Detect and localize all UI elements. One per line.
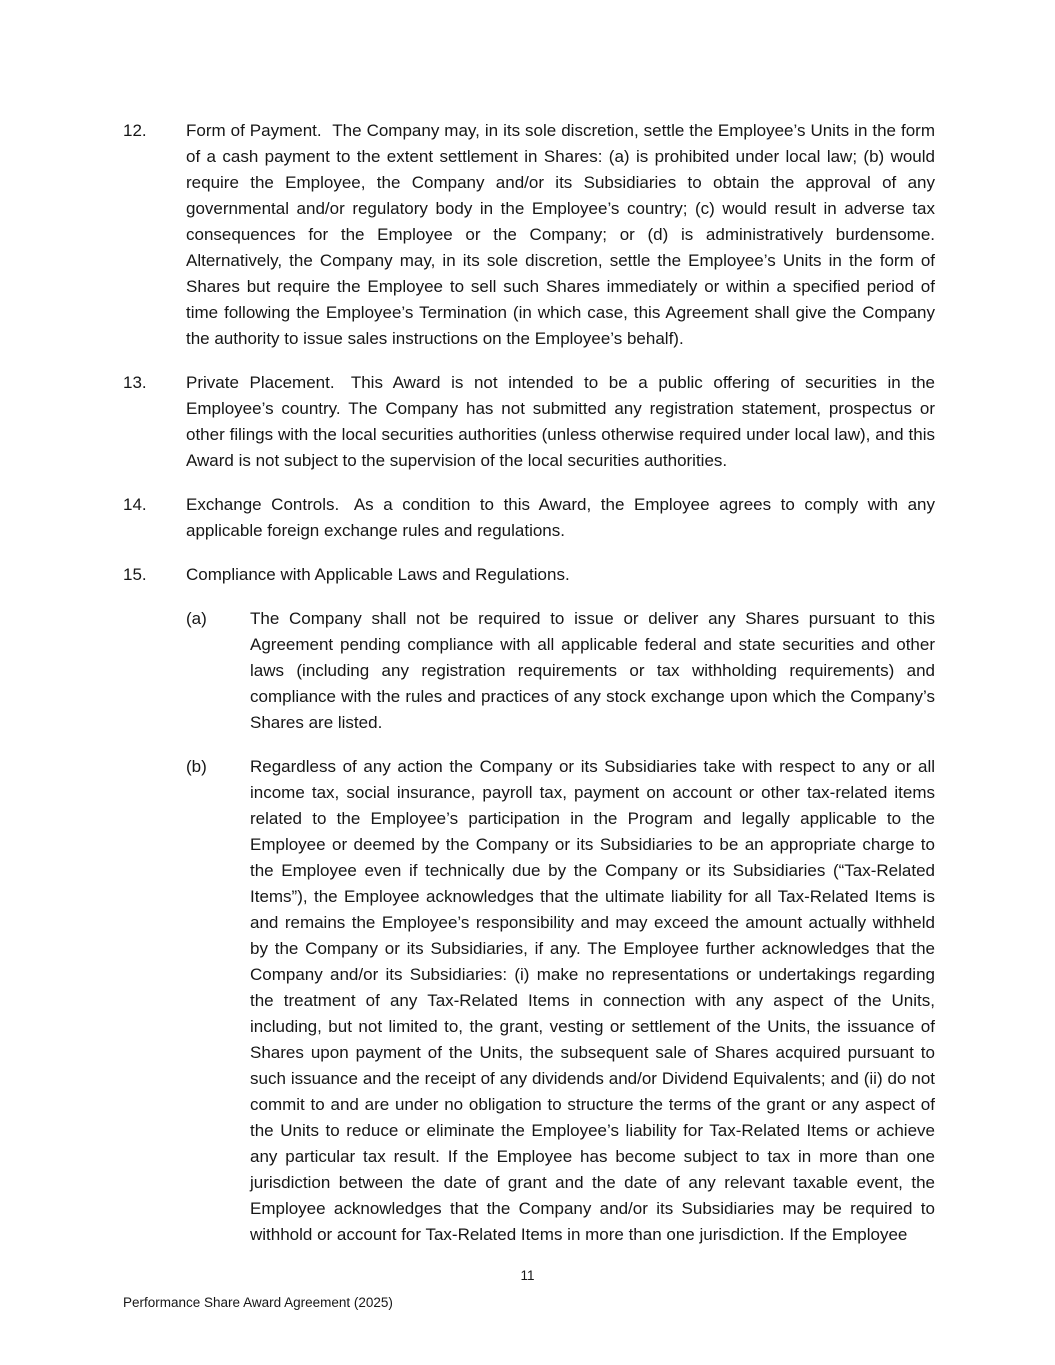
page-content — [123, 118, 935, 1248]
section-heading: Exchange Controls. — [186, 495, 340, 514]
section-heading: Compliance with Applicable Laws and Regulations. — [186, 565, 570, 584]
section-body-container — [186, 492, 935, 544]
section-body-text: The Company may, in its sole discretion, settle the Employee’s Units in the form of a cash payment to the extent settlement in Shares: (a) is prohibited under local law; (b) would require the Employee, the Company and/or its Subsidiaries to obtain the approval of any governmental and/or regulatory body in the Employee’s country; (c) would result in adverse tax consequences for the Employee or the Company; or (d) is administratively burdensome. Alternatively, the Company may, in its sole discretion, settle the Employee’s Units in the form of Shares but require the Employee to sell such Shares immediately or within a specified period of time following the Employee’s Termination (in which case, this Agreement shall give the Company the authority to issue sales instructions on the Employee’s behalf). — [186, 121, 935, 348]
subsection-b — [186, 754, 935, 1248]
section-body-text: This Award is not intended to be a public offering of securities in the Employee’s country. The Company has not submitted any registration statement, prospectus or other filings with the local securities authorities (unless otherwise required under local law), and this Award is not subject to the supervision of the local securities authorities. — [186, 373, 935, 470]
section-number: 14. — [123, 495, 147, 514]
section-paragraph — [186, 492, 935, 544]
subsection-label: (b) — [186, 757, 207, 776]
section-number: 15. — [123, 565, 147, 584]
subsection-body-text: Regardless of any action the Company or its Subsidiaries take with respect to any or all income tax, social insurance, payroll tax, payment on account or other tax-related items related to the Employee’s participation in the Program and legally applicable to the Employee or deemed by the Company or its Subsidiaries to be an appropriate charge to the Employee even if technically due by the Company or its Subsidiaries (“Tax-Related Items”), the Employee acknowledges that the ultimate liability for all Tax-Related Items is and remains the Employee’s responsibility and may exceed the amount actually withheld by the Company or its Subsidiaries, if any. The Employee further acknowledges that the Company and/or its Subsidiaries: (i) make no representations or undertakings regarding the treatment of any Tax-Related Items in connection with any aspect of the Units, including, but not limited to, the grant, vesting or settlement of the Units, the issuance of Shares upon payment of the Units, the subsequent sale of Shares acquired pursuant to such issuance and the receipt of any dividends and/or Dividend Equivalents; and (ii) do not commit to and are under no obligation to structure the terms of the grant or any aspect of the Units to reduce or eliminate the Employee’s liability for Tax-Related Items or achieve any particular tax result. If the Employee has become subject to tax in more than one jurisdiction between the date of grant and the date of any relevant taxable event, the Employee acknowledges that the Company and/or its Subsidiaries may be required to withhold or account for Tax-Related Items in more than one jurisdiction. If the Employee — [250, 757, 935, 1244]
section-exchange-controls — [123, 492, 935, 544]
section-private-placement — [123, 370, 935, 474]
section-heading: Form of Payment. — [186, 121, 322, 140]
footer-note: Performance Share Award Agreement (2025) — [123, 1295, 393, 1310]
section-form-of-payment — [123, 118, 935, 352]
section-paragraph — [186, 118, 935, 352]
subsection-label: (a) — [186, 609, 207, 628]
section-heading-paragraph — [186, 562, 935, 588]
section-body-text: As a condition to this Award, the Employee agrees to comply with any applicable foreign exchange rules and regulations. — [186, 495, 935, 540]
section-body-container — [186, 562, 935, 1248]
subsection-body-text: The Company shall not be required to issue or deliver any Shares pursuant to this Agreement pending compliance with all applicable federal and state securities and other laws (including any registration requirements or tax withholding requirements) and compliance with the rules and practices of any stock exchange upon which the Company’s Shares are listed. — [250, 609, 935, 732]
section-number: 12. — [123, 121, 147, 140]
section-heading: Private Placement. — [186, 373, 335, 392]
subsection-a — [186, 606, 935, 736]
section-body-container — [186, 370, 935, 474]
page-number: 11 — [520, 1268, 535, 1283]
section-number: 13. — [123, 373, 147, 392]
section-compliance — [123, 562, 935, 1248]
section-body-container — [186, 118, 935, 352]
section-paragraph — [186, 370, 935, 474]
